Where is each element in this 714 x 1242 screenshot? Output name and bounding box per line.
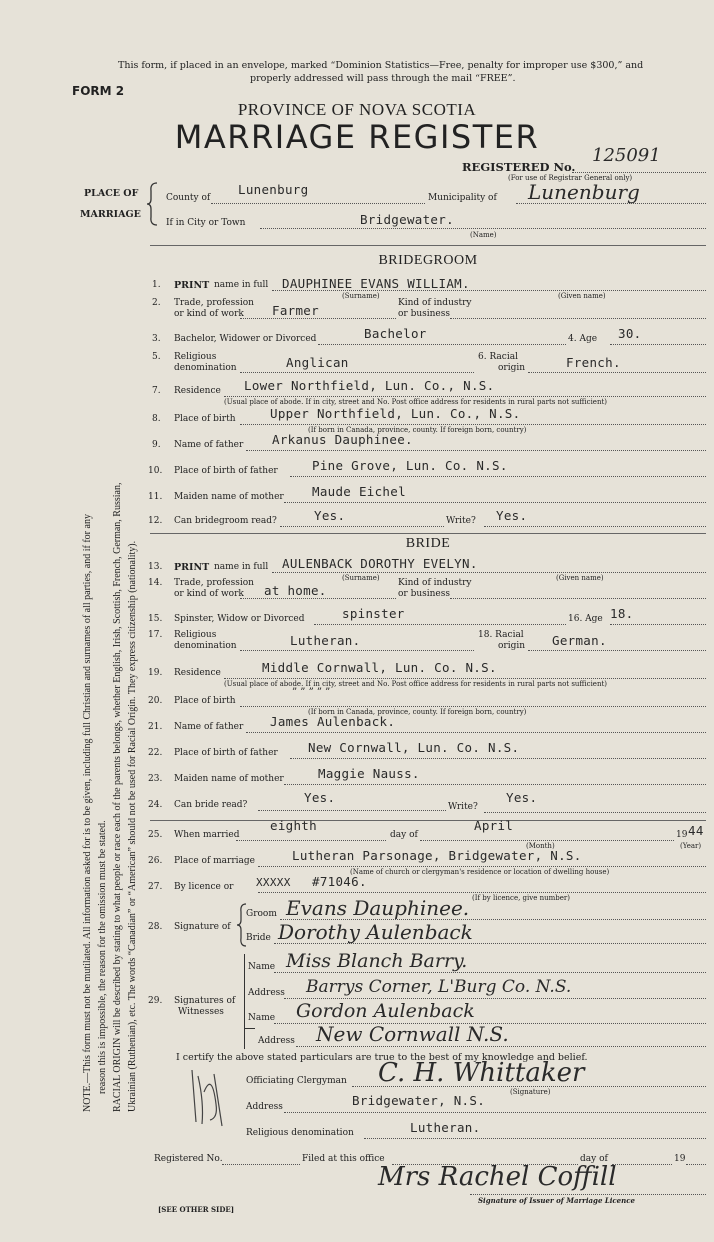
bride-signature: Dorothy Aulenback — [278, 920, 473, 944]
bride-trade-label-2: or kind of work — [174, 589, 244, 599]
side-note-line2: reason this is impossible, the reason for the omission must be stated. — [97, 820, 108, 1094]
certify-statement: I certify the above stated particulars are true to the best of my knowledge and belief. — [176, 1052, 588, 1063]
bride-religion-label-2: denomination — [174, 641, 237, 651]
groom-religion-label: Religious — [174, 352, 217, 362]
bride-mother-value: Maggie Nauss. — [318, 766, 420, 781]
groom-read-value: Yes. — [314, 508, 346, 523]
birth-note: (If born in Canada, province, county. If foreign born, country) — [308, 708, 527, 716]
registered-no-value: 125091 — [592, 145, 661, 166]
field-number: 15. — [148, 614, 163, 624]
by-licence-label: By licence or — [174, 882, 234, 892]
field-number: 7. — [152, 386, 161, 396]
groom-religion-value: Anglican — [286, 355, 349, 370]
bride-origin-label: origin — [498, 641, 526, 651]
field-number: 21. — [148, 722, 163, 732]
witness2-address-label: Address — [258, 1036, 295, 1046]
bride-residence-label: Residence — [174, 668, 221, 678]
field-number: 12. — [148, 516, 163, 526]
marriage-year-value: 44 — [688, 823, 704, 838]
residence-note: (Usual place of abode. If in city, street and No. Post office address for residents in rural parts not sufficient) — [224, 398, 607, 406]
bride-read-label: Can bride read? — [174, 800, 248, 810]
bride-age-label: 16. Age — [568, 614, 603, 624]
licence-value: #71046. — [312, 874, 367, 889]
clergy-address-value: Bridgewater, N.S. — [352, 1093, 486, 1108]
bride-racial-label: 18. Racial — [478, 630, 524, 640]
municipality-label: Municipality of — [428, 193, 497, 203]
groom-father-birth-label: Place of birth of father — [174, 466, 278, 476]
print-label: PRINT — [174, 562, 210, 573]
industry-label: Kind of industry — [398, 578, 472, 588]
bride-status-label: Spinster, Widow or Divorced — [174, 614, 305, 624]
field-number: 27. — [148, 882, 163, 892]
clergy-religion-value: Lutheran. — [410, 1120, 481, 1135]
county-label: County of — [166, 193, 211, 203]
clergy-address-label: Address — [246, 1102, 283, 1112]
given-name-note: (Given name) — [556, 574, 604, 582]
bride-father-birth-value: New Cornwall, Lun. Co. N.S. — [308, 740, 520, 755]
groom-age-label: 4. Age — [568, 334, 598, 344]
place-of-label: PLACE OF — [84, 188, 139, 199]
witness1-name: Miss Blanch Barry. — [286, 950, 468, 972]
business-label: or business — [398, 309, 450, 319]
footer-day-label: day of — [580, 1154, 608, 1164]
bride-name-value: AULENBACK DOROTHY EVELYN. — [282, 556, 478, 571]
year-note: (Year) — [680, 842, 702, 850]
county-value: Lunenburg — [238, 182, 309, 197]
witnesses-label-2: Witnesses — [178, 1007, 224, 1017]
initials-mark — [186, 1062, 228, 1132]
groom-sig-label: Groom — [246, 909, 277, 919]
groom-origin-label: origin — [498, 363, 526, 373]
bride-status-value: spinster — [342, 606, 405, 621]
municipality-value: Lunenburg — [528, 180, 640, 204]
bride-religion-label: Religious — [174, 630, 217, 640]
mail-notice-line1: This form, if placed in an envelope, marked “Dominion Statistics—Free, penalty for improper use $300,” and — [118, 60, 644, 71]
groom-name-label: name in full — [214, 280, 269, 290]
field-number: 17. — [148, 630, 163, 640]
licence-struck-text: XXXXX — [256, 876, 291, 889]
marriage-label: MARRIAGE — [80, 209, 141, 220]
form-title: MARRIAGE REGISTER — [174, 118, 540, 156]
field-number: 19. — [148, 668, 163, 678]
marriage-month-value: April — [474, 818, 514, 833]
groom-write-label: Write? — [446, 516, 476, 526]
industry-label: Kind of industry — [398, 298, 472, 308]
groom-father-value: Arkanus Dauphinee. — [272, 432, 413, 447]
groom-status-value: Bachelor — [364, 326, 427, 341]
marriage-day-value: eighth — [270, 818, 317, 833]
filed-label: Filed at this office — [302, 1154, 385, 1164]
groom-mother-value: Maude Eichel — [312, 484, 406, 499]
field-number: 28. — [148, 922, 163, 932]
field-number: 26. — [148, 856, 163, 866]
form-label: FORM 2 — [72, 84, 125, 98]
side-note-line1: NOTE.—This form must not be mutilated. All information asked for is to be given, including full Christian and surnames of all parties, and if for any — [82, 514, 93, 1112]
groom-residence-label: Residence — [174, 386, 221, 396]
footer-year-prefix: 19 — [674, 1154, 686, 1164]
business-label: or business — [398, 589, 450, 599]
groom-write-value: Yes. — [496, 508, 528, 523]
issuer-note: Signature of Issuer of Marriage Licence — [478, 1196, 635, 1205]
groom-birth-label: Place of birth — [174, 414, 236, 424]
clergyman-signature: C. H. Whittaker — [378, 1058, 585, 1088]
when-married-label: When married — [174, 830, 240, 840]
residence-note: (Usual place of abode. If in city, street and No. Post office address for residents in rural parts not sufficient) — [224, 680, 607, 688]
city-label: If in City or Town — [166, 218, 246, 228]
bride-father-label: Name of father — [174, 722, 244, 732]
bride-father-value: James Aulenback. — [270, 714, 396, 729]
field-number: 24. — [148, 800, 163, 810]
bridegroom-heading: BRIDEGROOM — [378, 253, 478, 268]
bride-trade-value: at home. — [264, 583, 327, 598]
signature-of-label: Signature of — [174, 922, 231, 932]
place-brace — [146, 181, 160, 227]
field-number: 13. — [148, 562, 163, 572]
field-number: 29. — [148, 996, 163, 1006]
month-note: (Month) — [526, 842, 555, 850]
groom-mother-label: Maiden name of mother — [174, 492, 284, 502]
field-number: 25. — [148, 830, 163, 840]
bride-residence-value: Middle Cornwall, Lun. Co. N.S. — [262, 660, 497, 675]
field-number: 9. — [152, 440, 161, 450]
footer-registered-label: Registered No. — [154, 1154, 223, 1164]
side-note-line3: RACIAL ORIGIN will be described by stating to what people or race each of the parents belongs, whether English, Irish, Scottish, French, German, Russian, — [112, 482, 123, 1112]
witness1-address: Barrys Corner, L'Burg Co. N.S. — [306, 977, 572, 997]
ditto-marks: ” ” ” ” ” — [292, 687, 331, 698]
day-of-label: day of — [390, 830, 418, 840]
groom-status-label: Bachelor, Widower or Divorced — [174, 334, 317, 344]
city-value: Bridgewater. — [360, 212, 454, 227]
field-number: 5. — [152, 352, 161, 362]
bride-father-birth-label: Place of birth of father — [174, 748, 278, 758]
bride-name-label: name in full — [214, 562, 269, 572]
see-other-side: [SEE OTHER SIDE] — [158, 1205, 235, 1214]
groom-residence-value: Lower Northfield, Lun. Co., N.S. — [244, 378, 495, 393]
bride-sig-label: Bride — [246, 933, 271, 943]
bride-age-value: 18. — [610, 606, 634, 621]
witness2-address: New Cornwall N.S. — [316, 1022, 509, 1046]
groom-racial-value: French. — [566, 355, 621, 370]
groom-trade-value: Farmer — [272, 303, 319, 318]
bride-read-value: Yes. — [304, 790, 336, 805]
field-number: 8. — [152, 414, 161, 424]
groom-name-value: DAUPHINEE EVANS WILLIAM. — [282, 276, 470, 291]
bride-religion-value: Lutheran. — [290, 633, 361, 648]
bride-racial-value: German. — [552, 633, 607, 648]
surname-note: (Surname) — [342, 574, 380, 582]
bride-mother-label: Maiden name of mother — [174, 774, 284, 784]
groom-age-value: 30. — [618, 326, 642, 341]
clergy-religion-label: Religious denomination — [246, 1128, 354, 1138]
issuer-signature: Mrs Rachel Coffill — [378, 1162, 617, 1192]
field-number: 20. — [148, 696, 163, 706]
field-number: 14. — [148, 578, 163, 588]
field-number: 1. — [152, 280, 161, 290]
side-note — [80, 332, 140, 1112]
field-number: 10. — [148, 466, 163, 476]
name-note: (Name) — [470, 231, 497, 239]
groom-religion-label-2: denomination — [174, 363, 237, 373]
field-number: 3. — [152, 334, 161, 344]
registrar-note: (For use of Registrar General only) — [508, 174, 633, 182]
field-number: 22. — [148, 748, 163, 758]
groom-father-birth-value: Pine Grove, Lun. Co. N.S. — [312, 458, 508, 473]
clergyman-label: Officiating Clergyman — [246, 1076, 347, 1086]
province-heading: PROVINCE OF NOVA SCOTIA — [237, 100, 477, 119]
groom-signature: Evans Dauphinee. — [286, 896, 470, 920]
signature-note: (Signature) — [510, 1088, 551, 1096]
bride-write-value: Yes. — [506, 790, 538, 805]
print-label: PRINT — [174, 280, 210, 291]
bride-birth-label: Place of birth — [174, 696, 236, 706]
field-number: 11. — [148, 492, 163, 502]
registered-no-label: REGISTERED No. — [462, 160, 576, 174]
place-of-marriage-label: Place of marriage — [174, 856, 255, 866]
licence-note: (If by licence, give number) — [472, 894, 570, 902]
bride-trade-label: Trade, profession — [174, 578, 254, 588]
year-prefix: 19 — [676, 830, 688, 840]
groom-trade-label: Trade, profession — [174, 298, 254, 308]
bride-heading: BRIDE — [405, 536, 451, 551]
mail-notice-line2: properly addressed will pass through the mail “FREE”. — [250, 73, 516, 84]
side-note-line4: Ukrainian (Ruthenian), etc. The words “Canadian” or “American” should not be used for Racial Origin. They express citizenship (nationality). — [127, 540, 138, 1112]
witness2-name: Gordon Aulenback — [296, 1000, 475, 1022]
given-name-note: (Given name) — [558, 292, 606, 300]
surname-note: (Surname) — [342, 292, 380, 300]
bride-write-label: Write? — [448, 802, 478, 812]
marriage-place-value: Lutheran Parsonage, Bridgewater, N.S. — [292, 848, 582, 863]
groom-father-label: Name of father — [174, 440, 244, 450]
groom-racial-label: 6. Racial — [478, 352, 518, 362]
groom-trade-label-2: or kind of work — [174, 309, 244, 319]
field-number: 23. — [148, 774, 163, 784]
witness1-address-label: Address — [248, 988, 285, 998]
birth-note: (If born in Canada, province, county. If foreign born, country) — [308, 426, 527, 434]
groom-read-label: Can bridegroom read? — [174, 516, 277, 526]
groom-birth-value: Upper Northfield, Lun. Co., N.S. — [270, 406, 521, 421]
witness1-name-label: Name — [248, 962, 276, 972]
place-note: (Name of church or clergyman's residence or location of dwelling house) — [350, 868, 610, 876]
witnesses-label: Signatures of — [174, 996, 236, 1006]
field-number: 2. — [152, 298, 161, 308]
witness2-name-label: Name — [248, 1013, 276, 1023]
